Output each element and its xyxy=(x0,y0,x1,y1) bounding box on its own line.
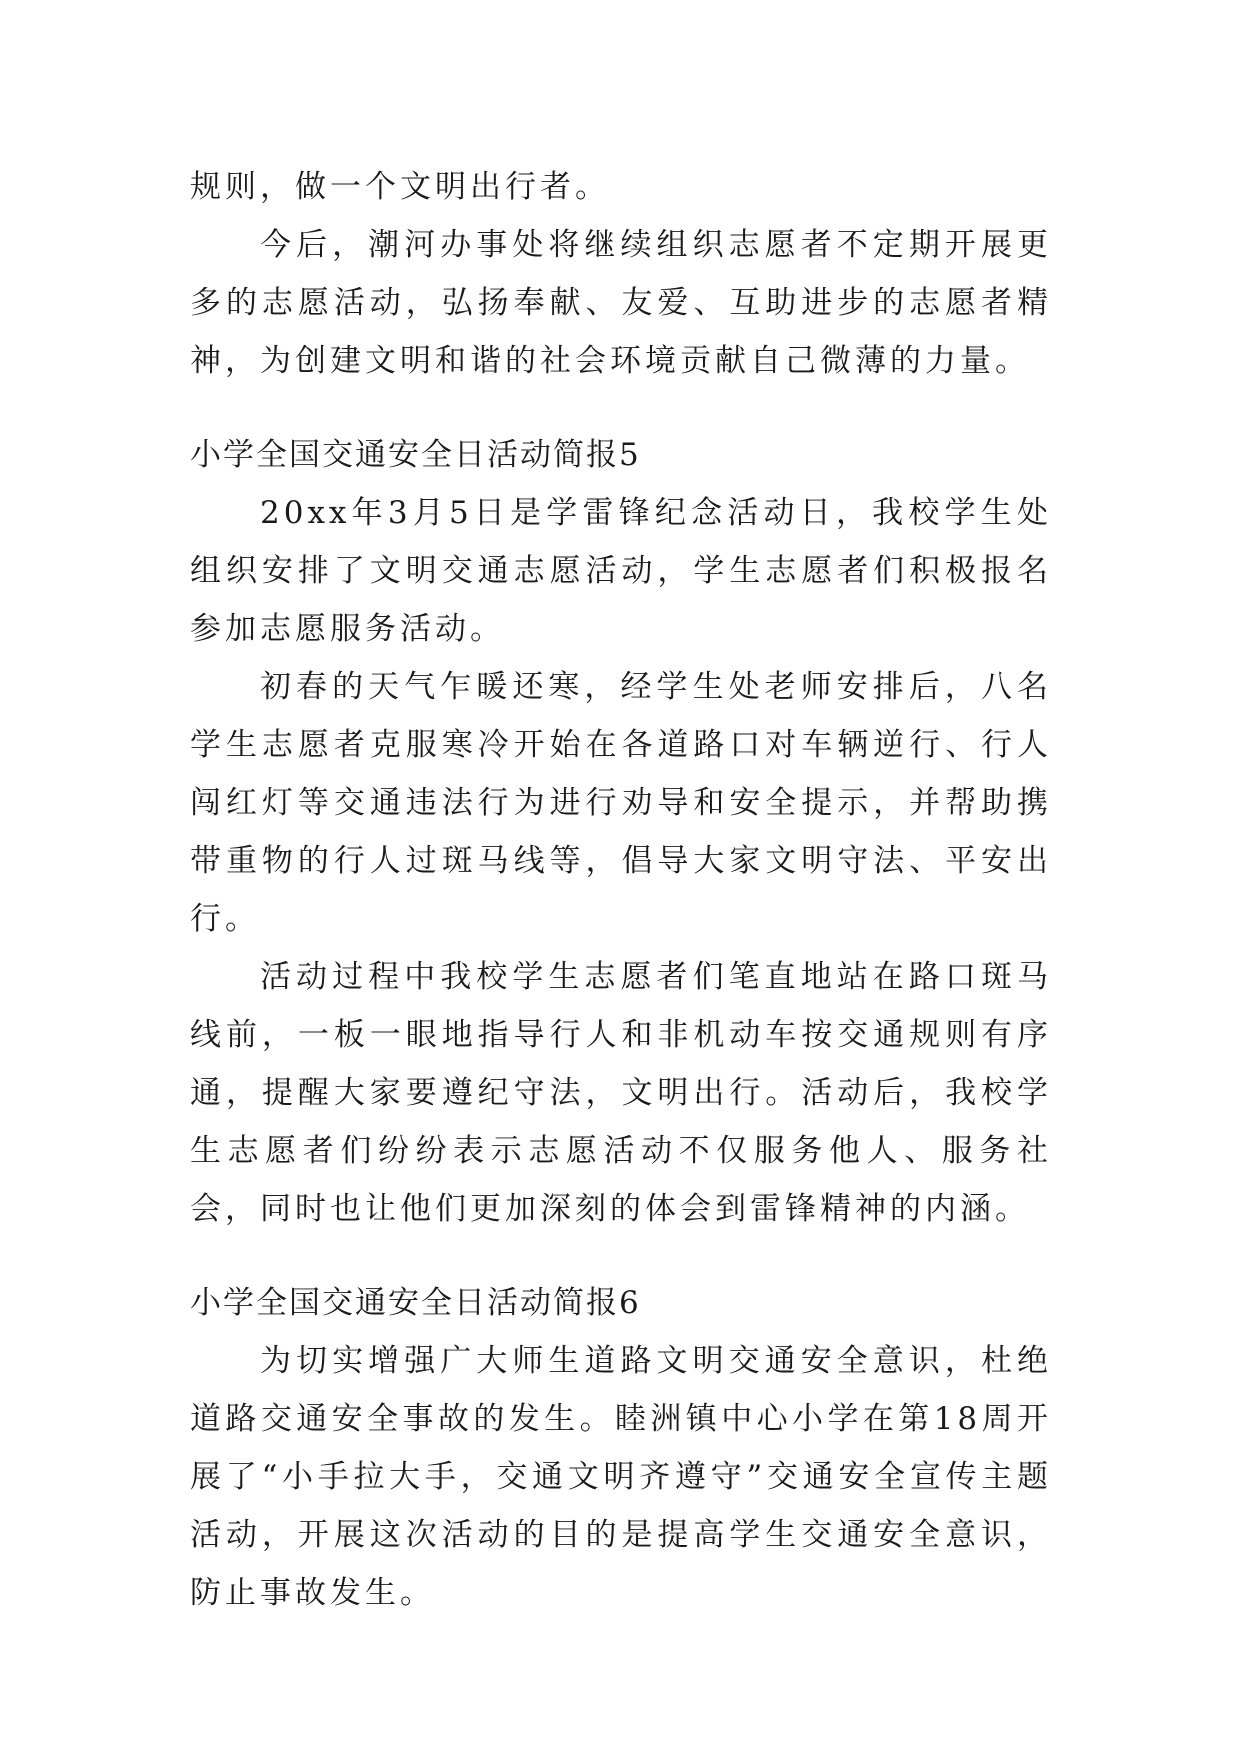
paragraph-future-plans: 今后，潮河办事处将继续组织志愿者不定期开展更多的志愿活动，弘扬奉献、友爱、互助进步的志愿者精神，为创建文明和谐的社会环境贡献自己微薄的力量。 xyxy=(190,227,1052,379)
paragraph-early-spring: 初春的天气乍暖还寒，经学生处老师安排后，八名学生志愿者克服寒冷开始在各道路口对车辆逆行、行人闯红灯等交通违法行为进行劝导和安全提示，并帮助携带重物的行人过斑马线等，倡导大家文明守法、平安出行。 xyxy=(190,669,1052,937)
section-gap xyxy=(190,1238,1052,1274)
section-heading-5: 小学全国交通安全日活动简报5 xyxy=(190,437,641,473)
paragraph-safety-awareness: 为切实增强广大师生道路文明交通安全意识，杜绝道路交通安全事故的发生。睦洲镇中心小学在第18周开展了“小手拉大手，交通文明齐遵守”交通安全宣传主题活动，开展这次活动的目的是提高学生交通安全意识，防止事故发生。 xyxy=(190,1343,1052,1611)
section-heading-6: 小学全国交通安全日活动简报6 xyxy=(190,1285,641,1321)
paragraph-lei-feng-day: 20xx年3月5日是学雷锋纪念活动日，我校学生处组织安排了文明交通志愿活动，学生志愿者们积极报名参加志愿服务活动。 xyxy=(190,495,1052,647)
paragraph-activity-process: 活动过程中我校学生志愿者们笔直地站在路口斑马线前，一板一眼地指导行人和非机动车按交通规则有序通，提醒大家要遵纪守法，文明出行。活动后，我校学生志愿者们纷纷表示志愿活动不仅服务他人、服务社会，同时也让他们更加深刻的体会到雷锋精神的内涵。 xyxy=(190,959,1052,1227)
document-body xyxy=(190,158,1052,1622)
section-gap xyxy=(190,390,1052,426)
paragraph-continuation: 规则，做一个文明出行者。 xyxy=(190,169,610,205)
